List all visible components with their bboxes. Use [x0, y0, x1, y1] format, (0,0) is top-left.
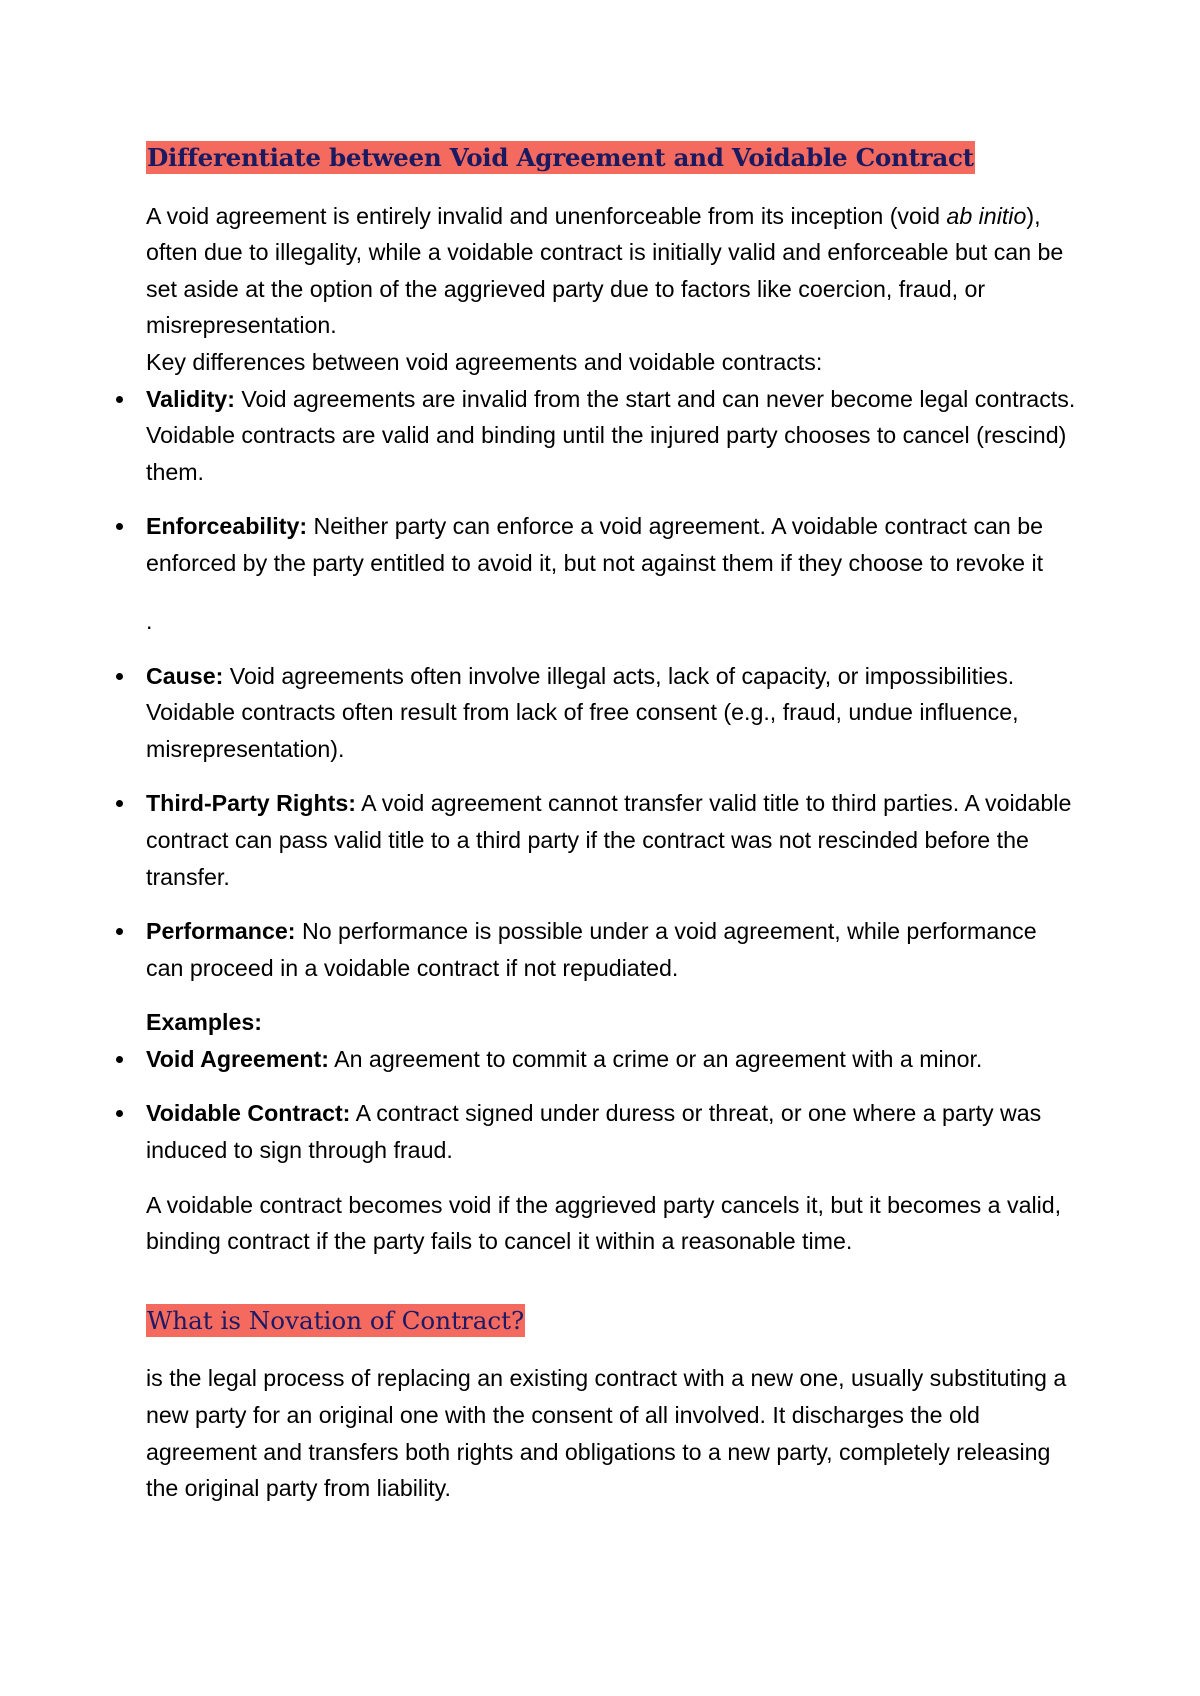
heading-void-vs-voidable-wrap	[146, 140, 1076, 177]
item-label: Void Agreement:	[146, 1045, 329, 1072]
key-differences-intro: Key differences between void agreements and voidable contracts:	[146, 348, 823, 375]
item-text: Void agreements often involve illegal acts, lack of capacity, or impossibilities. Voidable contracts often result from lack of free consent (e.g., fraud, undue influence, misrepresentation).	[146, 662, 1019, 762]
list-item-third-party-rights	[146, 785, 1076, 895]
item-label: Performance:	[146, 918, 296, 945]
list-item-performance	[146, 913, 1076, 986]
intro-italic-term: ab initio	[946, 202, 1027, 229]
item-label: Enforceability:	[146, 513, 308, 540]
closing-paragraph: A voidable contract becomes void if the aggrieved party cancels it, but it becomes a valid, binding contract if the party fails to cancel it within a reasonable time.	[146, 1191, 1062, 1255]
item-label: Voidable Contract:	[146, 1100, 351, 1127]
heading-novation-wrap	[146, 1303, 1076, 1340]
list-item-void-agreement	[146, 1041, 1076, 1078]
examples-list	[146, 1041, 1076, 1169]
document-body	[146, 140, 1076, 1507]
item-text: A contract signed under duress or threat, or one where a party was induced to sign through fraud.	[146, 1100, 1042, 1164]
item-text: A void agreement cannot transfer valid title to third parties. A voidable contract can pass valid title to a third party if the contract was not rescinded before the transfer.	[146, 790, 1072, 890]
heading-void-vs-voidable: Differentiate between Void Agreement and Voidable Contract	[147, 143, 974, 172]
novation-paragraph: is the legal process of replacing an existing contract with a new one, usually substituting a new party for an original one with the consent of all involved. It discharges the old agreement and transfers both rights and obligations to a new party, completely releasing the original party from liability.	[146, 1365, 1067, 1502]
item-label: Cause:	[146, 662, 224, 689]
list-item-validity	[146, 381, 1076, 491]
item-label: Validity:	[146, 385, 235, 412]
intro-text-part2: ), often due to illegality, while a voidable contract is initially valid and enforceable but can be set aside at the option of the aggrieved party due to factors like coercion, fraud, or misrepresentation.	[146, 202, 1064, 339]
item-text: No performance is possible under a void agreement, while performance can proceed in a voidable contract if not repudiated.	[146, 918, 1037, 981]
differences-list-1	[146, 381, 1076, 582]
item-label: Third-Party Rights:	[146, 790, 356, 817]
stray-dot: .	[146, 607, 153, 634]
intro-paragraph	[146, 198, 1076, 381]
item-text: An agreement to commit a crime or an agreement with a minor.	[328, 1045, 983, 1072]
heading-novation: What is Novation of Contract?	[147, 1305, 525, 1335]
list-item-enforceability	[146, 508, 1076, 581]
list-item-cause	[146, 658, 1076, 768]
item-text: Neither party can enforce a void agreement. A voidable contract can be enforced by the party entitled to avoid it, but not against them if they choose to revoke it	[146, 513, 1044, 576]
examples-label: Examples:	[146, 1009, 262, 1036]
differences-list-2	[146, 658, 1076, 987]
item-text: Void agreements are invalid from the start and can never become legal contracts. Voidable contracts are valid and binding until the injured party chooses to cancel (rescind) them.	[146, 385, 1076, 485]
intro-text-part1: A void agreement is entirely invalid and unenforceable from its inception (void	[146, 202, 947, 229]
list-item-voidable-contract	[146, 1095, 1076, 1168]
